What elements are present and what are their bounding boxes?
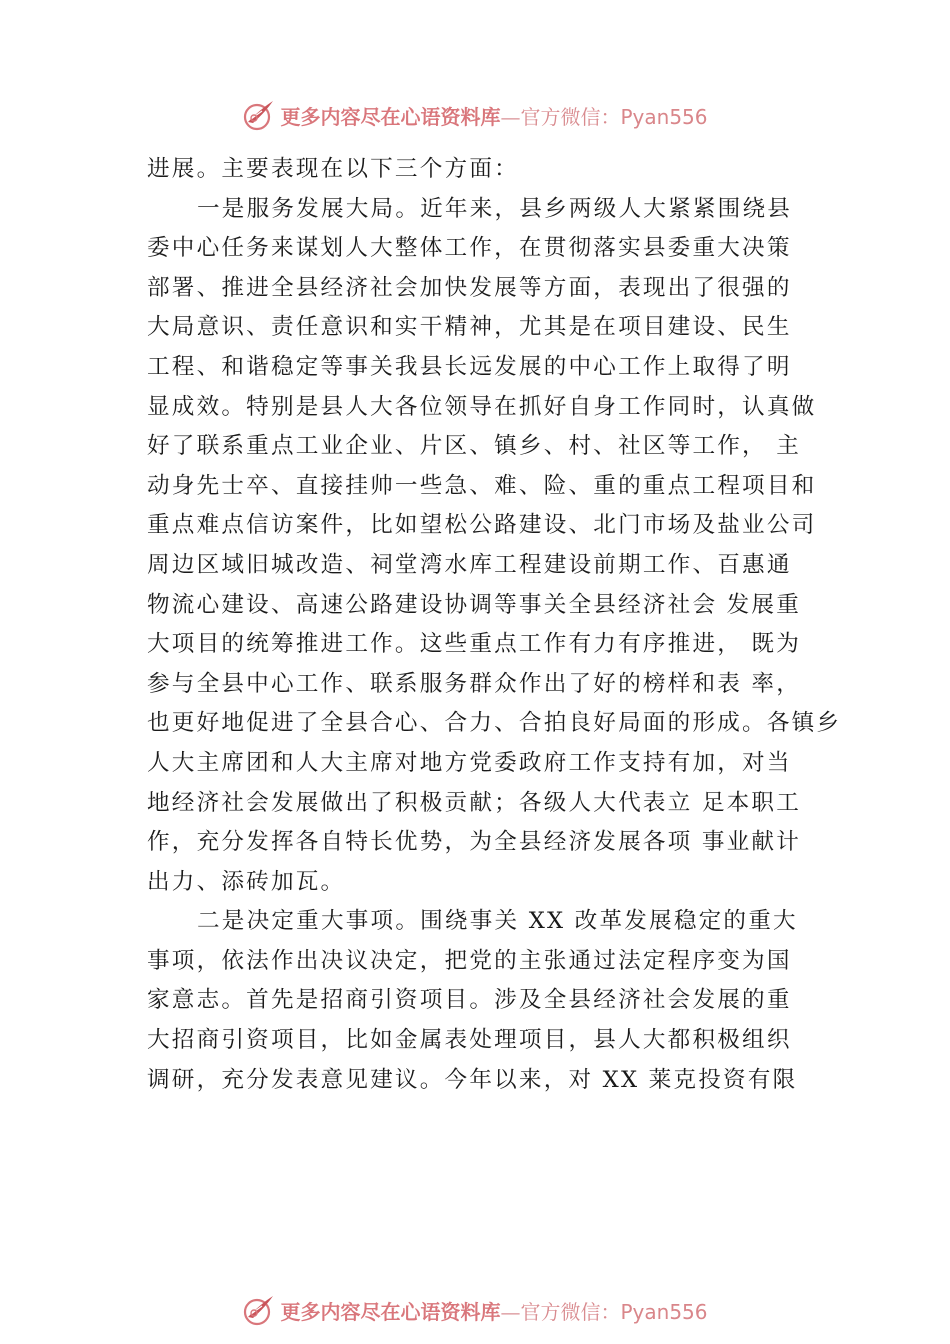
text-line: 也更好地促进了全县合心、合力、合拍良好局面的形成。各镇乡: [147, 710, 842, 737]
header-watermark-text: [280, 101, 707, 130]
footer-brand-text: 更多内容尽在心语资料库: [280, 1299, 501, 1324]
footer-watermark-banner: [0, 1290, 950, 1330]
footer-dash: —: [500, 1299, 521, 1324]
footer-wechat-id: Pyan556: [620, 1299, 708, 1324]
text-line: 进展。主要表现在以下三个方面：: [147, 156, 519, 182]
text-line: 事项，依法作出决议决定，把党的主张通过法定程序变为国: [147, 947, 792, 974]
text-line: 显成效。特别是县人大各位领导在抓好自身工作同时，认真做: [147, 393, 817, 420]
text-line: 好了联系重点工业企业、片区、镇乡、村、社区等工作， 主: [147, 433, 802, 460]
text-line: 部署、推进全县经济社会加快发展等方面，表现出了很强的: [147, 274, 792, 301]
document-body: [147, 150, 842, 1100]
text-line: 作，充分发挥各自特长优势，为全县经济发展各项 事业献计: [147, 829, 802, 856]
header-dash: —: [500, 104, 521, 129]
text-line: 动身先士卒、直接挂帅一些急、难、险、重的重点工程项目和: [147, 472, 817, 499]
text-line: 委中心任务来谋划人大整体工作，在贯彻落实县委重大决策: [147, 235, 792, 262]
quill-logo-icon: [242, 1293, 276, 1327]
text-line: 地经济社会发展做出了积极贡献；各级人大代表立 足本职工: [147, 789, 802, 816]
paragraph-start-line: 一是服务发展大局。近年来，县乡两级人大紧紧围绕县: [197, 195, 793, 222]
text-line: 人大主席团和人大主席对地方党委政府工作支持有加，对当: [147, 749, 792, 776]
text-line: 调研，充分发表意见建议。今年以来，对 XX 莱克投资有限: [147, 1066, 798, 1093]
text-line: 家意志。首先是招商引资项目。涉及全县经济社会发展的重: [147, 987, 792, 1014]
text-line: 参与全县中心工作、联系服务群众作出了好的榜样和表 率，: [147, 670, 802, 697]
paragraph-start-line: 二是决定重大事项。围绕事关 XX 改革发展稳定的重大: [197, 908, 798, 935]
header-brand-text: 更多内容尽在心语资料库: [280, 104, 501, 129]
header-watermark-banner: [0, 95, 950, 135]
text-line: 大招商引资项目，比如金属表处理项目，县人大都积极组织: [147, 1027, 792, 1054]
text-line: 周边区域旧城改造、祠堂湾水库工程建设前期工作、百惠通: [147, 551, 792, 578]
text-line: 大项目的统筹推进工作。这些重点工作有力有序推进， 既为: [147, 631, 802, 658]
footer-watermark-text: [280, 1296, 707, 1325]
footer-official-label: 官方微信：: [520, 1299, 621, 1324]
header-wechat-id: Pyan556: [620, 104, 708, 129]
text-line: 出力、添砖加瓦。: [147, 868, 346, 895]
text-line: 重点难点信访案件，比如望松公路建设、北门市场及盐业公司: [147, 512, 817, 539]
quill-logo-icon: [242, 98, 276, 132]
text-line: 工程、和谐稳定等事关我县长远发展的中心工作上取得了明: [147, 353, 792, 380]
text-line: 物流心建设、高速公路建设协调等事关全县经济社会 发展重: [147, 591, 802, 618]
text-line: 大局意识、责任意识和实干精神，尤其是在项目建设、民生: [147, 314, 792, 341]
header-official-label: 官方微信：: [520, 104, 621, 129]
